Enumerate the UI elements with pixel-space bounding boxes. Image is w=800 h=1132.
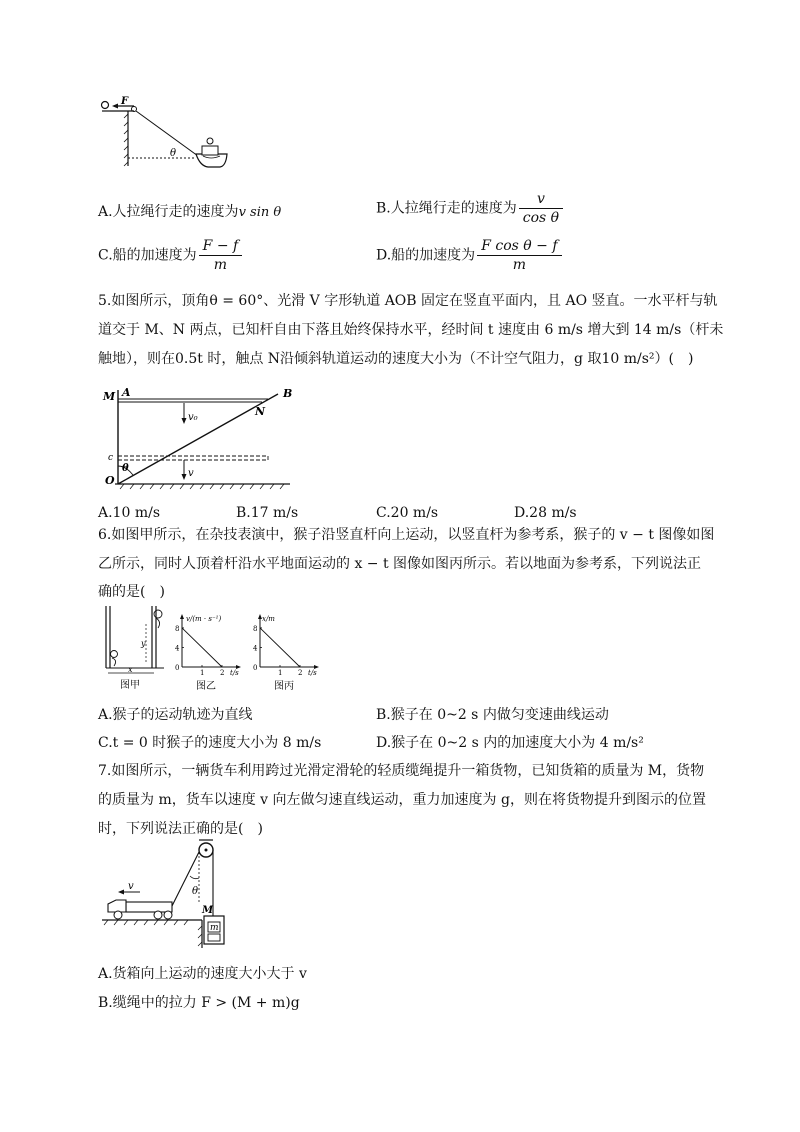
q6-chart-bing (246, 612, 324, 692)
q5-label-theta: θ (122, 463, 129, 474)
yi-xlabel: t/s (230, 669, 239, 677)
q4-option-a-expr: v sin θ (238, 205, 282, 220)
q6-option-b[interactable]: B.猴子在 0~2 s 内做匀变速曲线运动 (376, 707, 609, 723)
q5-option-d[interactable]: D.28 m/s (514, 505, 577, 521)
yi-y-tick-label: 0 (175, 664, 180, 672)
q4-option-b-fraction: $\frac{v}{\text{cos θ}}$ (519, 190, 563, 227)
q5-label-O: O (105, 474, 115, 487)
q4-option-a-text: A.人拉绳行走的速度为 (98, 204, 239, 220)
q6-caption-bing: 图丙 (274, 681, 294, 692)
q4-option-b-text: B.人拉绳行走的速度为 (376, 200, 517, 217)
yi-series-line (182, 628, 222, 667)
q6-stem-line-3: 确的是( ) (98, 584, 165, 600)
q7-option-a[interactable]: A.货箱向上运动的速度大小大于 v (98, 966, 307, 982)
q5-label-B: B (283, 387, 293, 400)
q5-figure (100, 380, 300, 495)
q6-option-c[interactable]: C.t = 0 时猴子的速度大小为 8 m/s (98, 735, 322, 751)
q5-label-A: A (122, 386, 131, 399)
q6-caption-jia: 图甲 (120, 680, 140, 691)
bing-x-tick-label: 1 (278, 669, 283, 677)
yi-y-tick-label: 4 (175, 644, 180, 653)
q5-stem-line-2: 道交于 M、N 两点，已知杆自由下落且始终保持水平，经时间 t 速度由 6 m/s 增大到 14 m/s（杆未 (98, 322, 724, 338)
bing-x-tick-label: 2 (298, 669, 303, 677)
yi-ylabel: v/(m · s⁻¹) (186, 615, 222, 623)
q5-label-v0: v₀ (188, 412, 198, 423)
q5-label-v: v (188, 468, 194, 479)
q4-option-b[interactable] (376, 190, 563, 227)
bing-xlabel: t/s (308, 669, 317, 677)
yi-y-axis-arrow (180, 614, 184, 619)
q7-label-M: M (202, 905, 214, 916)
q4-option-d-text: D.船的加速度为 (376, 247, 476, 264)
q5-label-c: c (108, 453, 114, 463)
q6-caption-yi: 图乙 (196, 681, 216, 692)
q6-chart-yi (168, 612, 246, 692)
monkey-icon (154, 610, 162, 618)
theta-label: θ (170, 148, 177, 159)
q4-option-a[interactable] (98, 202, 281, 223)
q5-stem-line-1: 5.如图所示，顶角θ = 60°、光滑 V 字形轨道 AOB 固定在竖直平面内，且 AO 竖直。一水平杆与轨 (98, 293, 718, 309)
pulley-icon (102, 102, 109, 109)
jia-label-y: y (141, 639, 146, 648)
q5-option-c[interactable]: C.20 m/s (376, 505, 439, 521)
q6-option-a[interactable]: A.猴子的运动轨迹为直线 (98, 707, 253, 723)
q4-option-c-text: C.船的加速度为 (98, 247, 197, 264)
q7-figure (98, 836, 238, 951)
q5-option-b[interactable]: B.17 m/s (236, 505, 299, 521)
q5-label-N: N (255, 405, 266, 418)
q4-option-c-fraction: $\frac{F - f}{m}$ (199, 237, 243, 274)
q7-label-v: v (128, 881, 134, 892)
q6-figure-jia (98, 602, 170, 694)
monkey-start-icon (111, 651, 118, 658)
yi-y-tick-label: 8 (175, 624, 180, 633)
bing-ylabel: x/m (262, 615, 275, 623)
q7-stem-line-1: 7.如图所示，一辆货车利用跨过光滑定滑轮的轻质缆绳提升一箱货物，已知货箱的质量为 M，货物 (98, 763, 705, 779)
q5-stem-line-3: 触地），则在0.5t 时，触点 N沿倾斜轨道运动的速度大小为（不计空气阻力，g 取10 m/s²）( ) (98, 351, 694, 367)
q7-stem-line-3: 时，下列说法正确的是( ) (98, 821, 263, 837)
q7-label-theta: θ (192, 886, 199, 897)
yi-x-tick-label: 2 (220, 669, 225, 677)
q5-option-a[interactable]: A.10 m/s (98, 505, 161, 521)
q6-stem-line-2: 乙所示，同时人顶着杆沿水平地面运动的 x − t 图像如图丙所示。若以地面为参考系，下列说法正 (98, 556, 702, 572)
yi-x-tick-label: 1 (200, 669, 205, 677)
bing-y-tick-label: 4 (253, 644, 258, 653)
q7-label-m: m (210, 923, 219, 933)
q4-option-d[interactable] (376, 237, 562, 274)
boat-icon (196, 154, 227, 167)
q7-option-b[interactable]: B.缆绳中的拉力 F > (M + m)g (98, 995, 300, 1011)
q6-stem-line-1: 6.如图甲所示，在杂技表演中，猴子沿竖直杆向上运动，以竖直杆为参考系，猴子的 v − t 图像如图 (98, 527, 715, 543)
q4-figure (96, 96, 236, 176)
bing-y-tick-label: 0 (253, 664, 258, 672)
q4-option-d-fraction: $\frac{\text{F cos θ − f}}{m}$ (477, 237, 561, 274)
force-F-label: F (121, 96, 129, 107)
bing-series-line (260, 628, 300, 667)
q4-option-c[interactable] (98, 237, 242, 274)
bing-y-tick-label: 8 (253, 624, 258, 633)
jia-label-x: x (128, 665, 133, 674)
truck-icon (108, 900, 172, 919)
q5-label-M: M (103, 390, 116, 403)
q7-stem-line-2: 的质量为 m，货车以速度 v 向左做匀速直线运动，重力加速度为 g，则在将货物提升到图示的位置 (98, 792, 706, 808)
q6-option-d[interactable]: D.猴子在 0~2 s 内的加速度大小为 4 m/s² (376, 735, 644, 751)
